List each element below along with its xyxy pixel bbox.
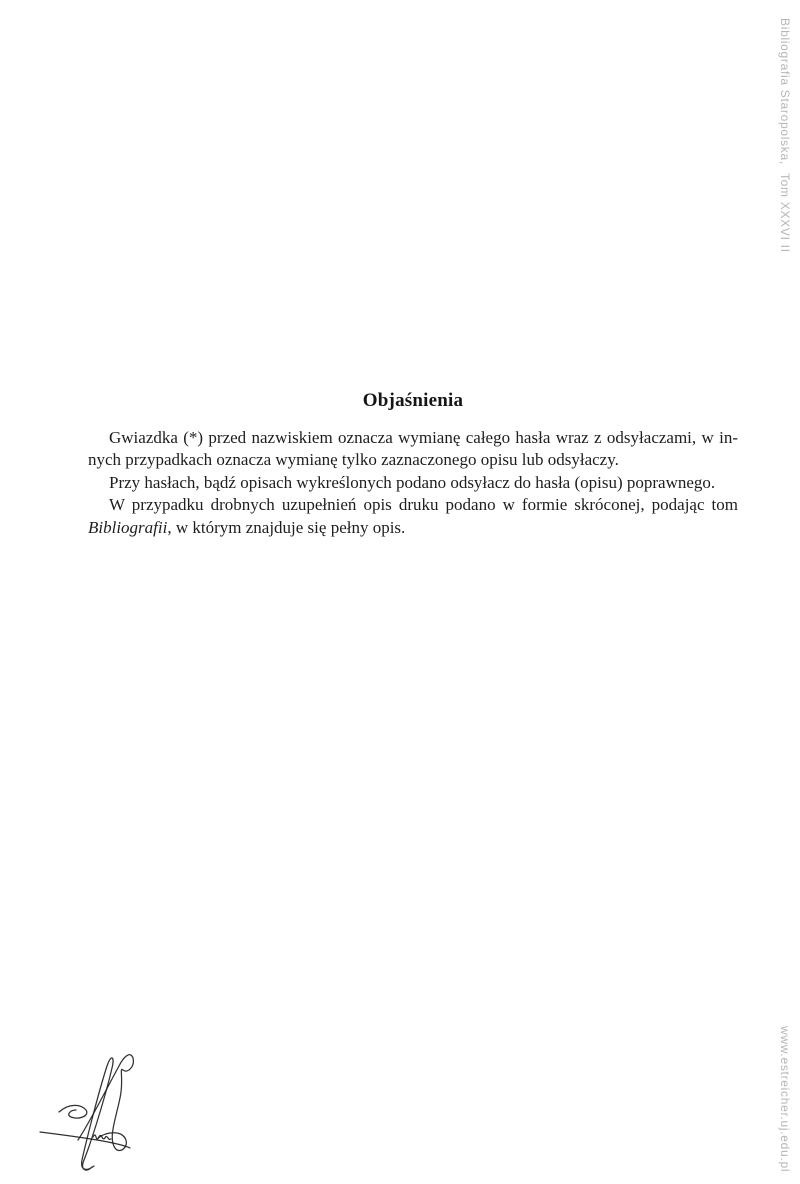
paragraph-asterisk-note: Gwiazdka (*) przed nazwiskiem oznacza wymianę całego hasła wraz z odsyłaczami, w innych przypadkach oznacza wymianę tylko zaznaczonego opisu lub odsyłaczy. <box>88 428 738 470</box>
signature-stroke <box>59 1105 87 1118</box>
section-title: Objaśnienia <box>362 390 464 411</box>
paragraph-abbreviated-description-note <box>88 494 738 539</box>
paragraph-crossed-entries-note: Przy hasłach, bądź opisach wykreślonych podano odsyłacz do hasła (opisu) poprawnego. <box>109 472 716 492</box>
margin-watermark-volume: Bibliografia Staropolska, Tom XXXVI II <box>778 18 792 253</box>
signature-scribble <box>36 1046 148 1176</box>
paragraph-text-run: , w którym znajduje się pełny opis. <box>167 517 406 537</box>
margin-watermark-url: www.estreicher.uj.edu.pl <box>778 1025 792 1172</box>
explanations-section <box>88 390 738 539</box>
italic-term-bibliografii: Bibliografii <box>88 517 168 537</box>
paragraph-text-run: W przypadku drobnych uzupełnień opis druku podano w formie skróconej, podając tom <box>109 495 738 515</box>
